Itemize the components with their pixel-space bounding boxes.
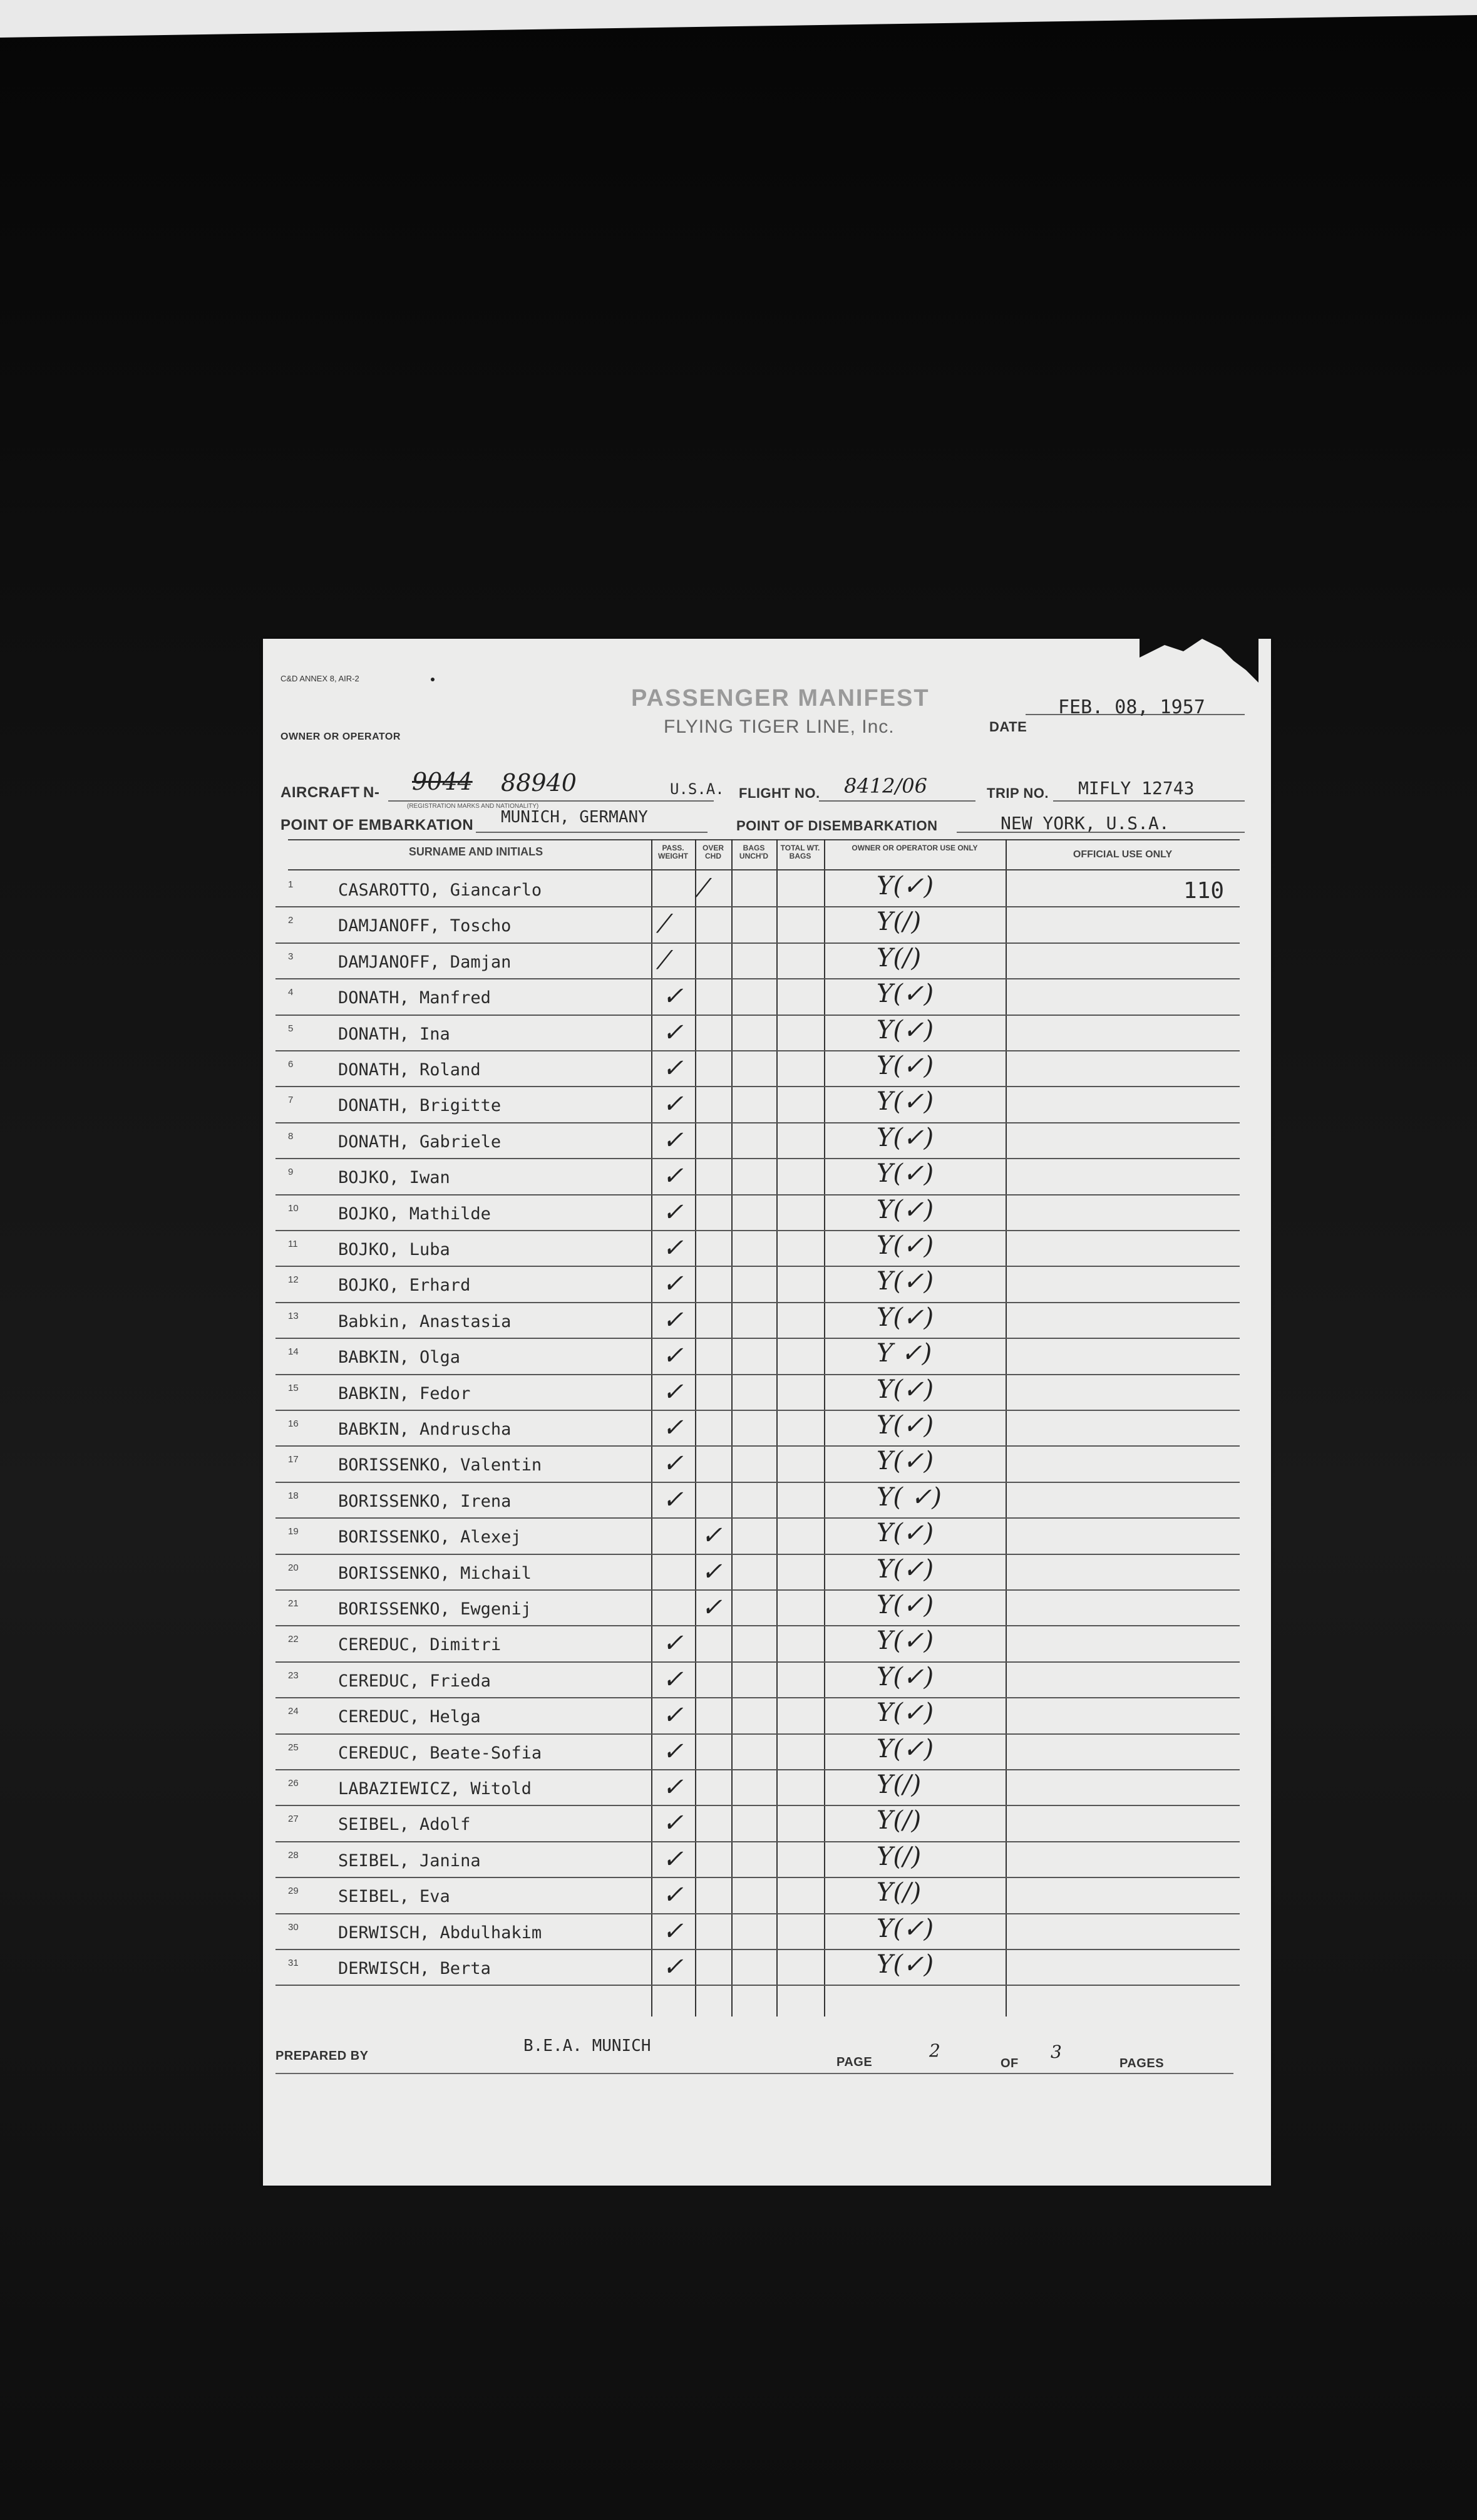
owner-use-mark: Y(/) [877,907,922,937]
row-number: 22 [288,1634,299,1645]
passenger-name: BOJKO, Erhard [338,1276,471,1296]
table-row [275,1555,1258,1591]
owner-use-mark: Y(✓) [877,1123,934,1152]
aircraft-prefix: N- [363,784,380,801]
table-row [275,1735,1258,1770]
passenger-name: BOJKO, Luba [338,1240,450,1259]
passenger-name: BOJKO, Iwan [338,1168,450,1188]
owner-use-mark: Y(✓) [877,1698,934,1728]
row-number: 9 [288,1167,294,1178]
of-label: OF [1001,2057,1019,2070]
date-label: DATE [989,719,1027,735]
row-number: 19 [288,1526,299,1537]
table-row [275,1483,1258,1519]
row-number: 23 [288,1670,299,1681]
flight-number: 8412/06 [844,774,927,798]
row-number: 30 [288,1921,299,1933]
pass-weight-mark: ✓ [662,1916,684,1946]
table-row [275,872,1258,907]
passenger-name: DONATH, Ina [338,1024,450,1044]
over-chd-mark: ⁄ [701,874,706,903]
col-total-wt: TOTAL WT. BAGS [780,844,820,860]
table-row [275,1051,1258,1087]
row-number: 1 [288,879,294,890]
row-number: 26 [288,1778,299,1789]
table-row [275,1447,1258,1482]
table-row [275,1806,1258,1842]
trip-label: TRIP NO. [987,785,1049,801]
prepared-value: B.E.A. MUNICH [523,2037,651,2055]
owner-use-mark: Y(✓) [877,1051,934,1080]
table-row [275,944,1258,979]
owner-use-mark: Y( ✓) [877,1482,942,1512]
manifest-page [263,639,1271,2186]
aircraft-sub-label: (REGISTRATION MARKS AND NATIONALITY) [407,803,539,810]
pass-weight-mark: ✓ [662,1629,684,1658]
owner-use-mark: Y(✓) [877,1411,934,1440]
form-code: C&D ANNEX 8, AIR-2 [280,674,359,683]
owner-use-mark: Y(/) [877,1842,922,1871]
passenger-name: BABKIN, Andruscha [338,1420,512,1439]
passenger-name: DONATH, Brigitte [338,1096,502,1116]
table-row [275,1842,1258,1878]
pass-weight-mark: ✓ [662,1737,684,1766]
table-row [275,1698,1258,1734]
owner-use-mark: Y(✓) [877,1303,934,1332]
pass-weight-mark: ✓ [662,1162,684,1191]
embark-line [476,832,708,833]
table-row [275,1087,1258,1123]
row-number: 13 [288,1310,299,1321]
pages-label: PAGES [1119,2057,1165,2070]
passenger-name: BOJKO, Mathilde [338,1204,491,1224]
passenger-name: DONATH, Roland [338,1060,481,1080]
col-pass-weight: PASS. WEIGHT [658,844,688,860]
torn-corner-mark [1140,633,1258,683]
pass-weight-mark: ✓ [662,1341,684,1371]
pass-weight-mark: ✓ [662,982,684,1011]
punch-dot [431,678,435,681]
table-row [275,1878,1258,1914]
owner-use-mark: Y(✓) [877,1734,934,1763]
aircraft-label: AIRCRAFT [280,784,360,801]
aircraft-struck: 9044 [412,768,473,795]
pass-weight-mark: ✓ [662,1881,684,1910]
row-number: 2 [288,915,294,926]
owner-use-mark: Y(✓) [877,872,934,901]
row-number: 17 [288,1454,299,1465]
total-pages: 3 [1051,2042,1062,2062]
owner-use-mark: Y(/) [877,943,922,973]
pass-weight-mark: ✓ [662,1809,684,1838]
passenger-name: BABKIN, Olga [338,1348,461,1368]
aircraft-number: 88940 [501,769,577,797]
passenger-name: CEREDUC, Frieda [338,1671,491,1691]
passenger-name: LABAZIEWICZ, Witold [338,1779,532,1799]
col-bags-unchd: BAGS UNCH'D [739,844,769,860]
passenger-name: DONATH, Manfred [338,988,491,1008]
owner-use-mark: Y(✓) [877,1087,934,1117]
table-row [275,1950,1258,1986]
owner-use-mark: Y(✓) [877,1159,934,1189]
table-row [275,1626,1258,1662]
col-official-use: OFFICIAL USE ONLY [1073,849,1173,860]
date-value: FEB. 08, 1957 [1058,696,1205,718]
over-chd-mark: ✓ [701,1593,723,1622]
col-owner-use: OWNER OR OPERATOR USE ONLY [852,844,978,852]
passenger-name: BORISSENKO, Alexej [338,1527,522,1547]
pass-weight-mark: ✓ [662,1234,684,1263]
trip-number: MIFLY 12743 [1078,778,1195,798]
row-rule [275,1985,1240,1986]
pass-weight-mark: ✓ [662,1701,684,1730]
row-number: 27 [288,1814,299,1825]
passenger-name: DERWISCH, Berta [338,1959,491,1978]
pass-weight-mark: ✓ [662,1090,684,1119]
pass-weight-mark: ✓ [662,1413,684,1442]
row-number: 10 [288,1202,299,1214]
owner-use-mark: Y(✓) [877,1591,934,1619]
pass-weight-mark: ✓ [662,1485,684,1514]
col-surname: SURNAME AND INITIALS [408,845,543,858]
pass-weight-mark: ✓ [662,1665,684,1694]
owner-use-mark: Y(✓) [877,1015,934,1045]
table-row [275,1663,1258,1698]
form-title: PASSENGER MANIFEST [631,685,930,711]
official-use-value: 110 [1183,878,1225,904]
row-number: 21 [288,1598,299,1609]
table-row [275,1016,1258,1051]
embark-label: POINT OF EMBARKATION [280,817,474,834]
table-row [275,1303,1258,1339]
row-number: 25 [288,1742,299,1753]
pass-weight-mark: ✓ [662,1018,684,1047]
table-row [275,1195,1258,1231]
owner-label: OWNER OR OPERATOR [280,731,401,742]
owner-use-mark: Y(✓) [877,1267,934,1296]
table-row [275,1123,1258,1159]
passenger-name: BORISSENKO, Ewgenij [338,1599,532,1619]
table-row [275,979,1258,1015]
passenger-name: DONATH, Gabriele [338,1132,502,1152]
row-number: 20 [288,1562,299,1573]
row-number: 6 [288,1059,294,1070]
page-number: 2 [929,2040,940,2061]
airline-name: FLYING TIGER LINE, Inc. [664,716,895,737]
pass-weight-mark: ✓ [662,1377,684,1407]
pass-weight-mark: ⁄ [662,910,667,939]
row-number: 8 [288,1130,294,1142]
passenger-name: BORISSENKO, Michail [338,1563,532,1583]
owner-use-mark: Y ✓) [877,1339,932,1368]
passenger-name: SEIBEL, Janina [338,1851,481,1871]
row-number: 28 [288,1849,299,1861]
flight-label: FLIGHT NO. [739,785,820,801]
owner-use-mark: Y(/) [877,1878,922,1908]
owner-use-mark: Y(✓) [877,1914,934,1943]
nationality: U.S.A. [670,780,724,798]
passenger-name: CEREDUC, Helga [338,1707,481,1727]
row-number: 11 [288,1239,298,1249]
pass-weight-mark: ✓ [662,1269,684,1299]
owner-use-mark: Y(✓) [877,1662,934,1691]
header-rule [288,869,1240,870]
passenger-name: DERWISCH, Abdulhakim [338,1923,542,1943]
table-row [275,907,1258,943]
aircraft-line [388,800,714,802]
passenger-name: SEIBEL, Adolf [338,1815,471,1835]
disembark-label: POINT OF DISEMBARKATION [736,818,938,834]
pass-weight-mark: ✓ [662,1844,684,1874]
table-row [275,1411,1258,1447]
over-chd-mark: ✓ [701,1521,723,1551]
passenger-name: SEIBEL, Eva [338,1887,450,1907]
embark-value: MUNICH, GERMANY [501,808,648,827]
row-number: 16 [288,1418,299,1429]
owner-use-mark: Y(/) [877,1770,922,1799]
manifest-table [275,839,1258,2017]
owner-use-mark: Y(✓) [877,1447,934,1476]
pass-weight-mark: ✓ [662,1197,684,1227]
disembark-value: NEW YORK, U.S.A. [1001,813,1170,834]
owner-use-mark: Y(/) [877,1806,922,1836]
row-number: 18 [288,1490,299,1501]
passenger-name: DAMJANOFF, Damjan [338,952,512,972]
table-row [275,1591,1258,1626]
passenger-name: BABKIN, Fedor [338,1383,471,1403]
passenger-name: DAMJANOFF, Toscho [338,916,512,936]
row-number: 7 [288,1095,294,1106]
pass-weight-mark: ✓ [662,1773,684,1802]
table-row [275,1375,1258,1411]
passenger-name: CEREDUC, Beate-Sofia [338,1743,542,1763]
over-chd-mark: ✓ [701,1557,723,1586]
owner-use-mark: Y(✓) [877,1554,934,1584]
row-number: 5 [288,1023,294,1034]
owner-use-mark: Y(✓) [877,1231,934,1260]
pass-weight-mark: ✓ [662,1125,684,1155]
table-row [275,1231,1258,1267]
owner-use-mark: Y(✓) [877,979,934,1009]
passenger-name: Babkin, Anastasia [338,1311,512,1331]
table-row [275,1159,1258,1195]
table-row [275,1519,1258,1554]
table-row [275,1267,1258,1303]
row-number: 4 [288,987,294,998]
pass-weight-mark: ✓ [662,1305,684,1335]
row-number: 24 [288,1706,299,1717]
trip-line [1053,800,1245,802]
passenger-name: BORISSENKO, Irena [338,1491,512,1511]
owner-use-mark: Y(✓) [877,1626,934,1656]
footer-line [275,2073,1233,2074]
page-label: PAGE [836,2055,873,2069]
table-top-line [288,839,1240,840]
passenger-name: CEREDUC, Dimitri [338,1635,502,1655]
owner-use-mark: Y(✓) [877,1519,934,1548]
pass-weight-mark: ✓ [662,1449,684,1479]
row-number: 31 [288,1958,299,1968]
flight-line [819,800,975,802]
row-number: 3 [288,951,294,962]
table-row [275,1914,1258,1950]
owner-use-mark: Y(✓) [877,1195,934,1224]
pass-weight-mark: ✓ [662,1953,684,1981]
col-over-chd: OVER CHD [702,844,724,860]
row-number: 12 [288,1274,299,1286]
table-row [275,1339,1258,1375]
prepared-label: PREPARED BY [275,2049,369,2063]
passenger-name: BORISSENKO, Valentin [338,1455,542,1475]
pass-weight-mark: ✓ [662,1054,684,1083]
row-number: 15 [288,1382,299,1393]
row-number: 29 [288,1886,299,1897]
pass-weight-mark: ⁄ [662,946,667,975]
owner-use-mark: Y(✓) [877,1375,934,1404]
owner-use-mark: Y(✓) [877,1950,934,1979]
table-row [275,1770,1258,1806]
row-number: 14 [288,1346,299,1358]
scan-edge [0,0,1477,38]
passenger-name: CASAROTTO, Giancarlo [338,880,542,900]
